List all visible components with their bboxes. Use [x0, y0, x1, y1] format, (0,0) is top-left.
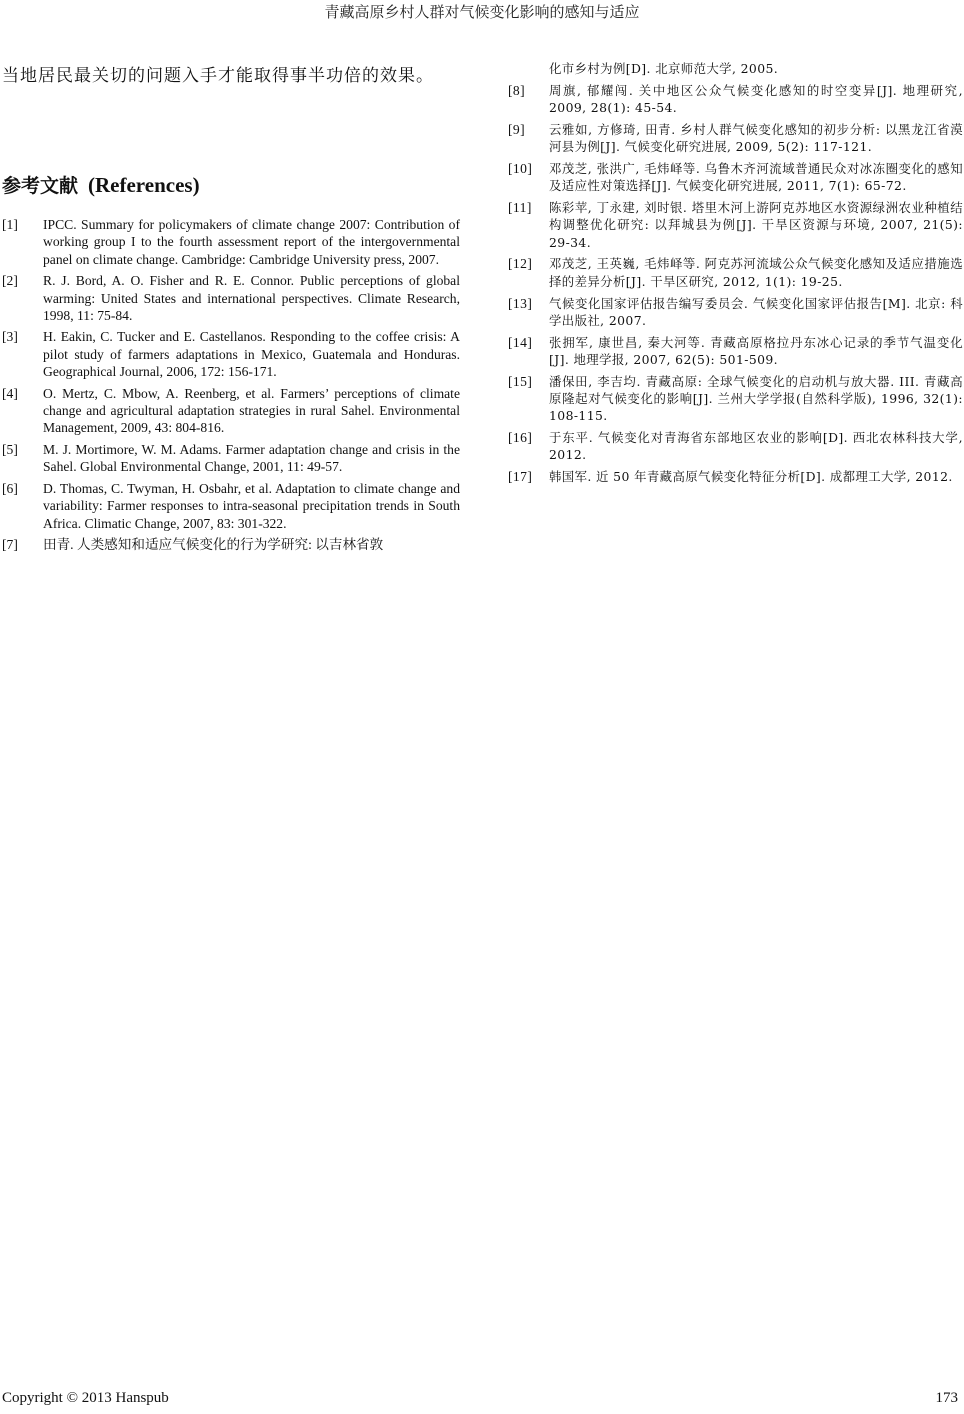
- reference-number: [13]: [508, 295, 533, 311]
- running-header: 青藏高原乡村人群对气候变化影响的感知与适应: [324, 3, 640, 21]
- intro-paragraph: 当地居民最关切的问题入手才能取得事半功倍的效果。: [2, 66, 434, 86]
- reference-number: [4]: [2, 385, 18, 401]
- reference-text: D. Thomas, C. Twyman, H. Osbahr, et al. Adaptation to climate change and variability: Farmer responses to intra-seasonal precipitation trends in South Africa. Climatic Change, 2007, 83: 301-322.: [43, 480, 460, 531]
- reference-item: [508, 82, 963, 117]
- references-heading-zh: 参考文献: [2, 175, 79, 197]
- reference-text: 潘保田, 李吉均. 青藏高原: 全球气候变化的启动机与放大器. III. 青藏高原隆起对气候变化的影响[J]. 兰州大学学报(自然科学版), 1996, 32(1): 108-115.: [549, 373, 963, 424]
- reference-number: [9]: [508, 121, 526, 137]
- reference-item: [508, 160, 963, 195]
- reference-text: O. Mertz, C. Mbow, A. Reenberg, et al. Farmers’ perceptions of climate change and agricultural adaptation strategies in rural Sahel. Environmental Management, 2009, 43: 804-816.: [43, 385, 460, 436]
- reference-item: [2, 441, 460, 476]
- reference-number: [2]: [2, 273, 18, 289]
- reference-item: [508, 373, 963, 425]
- reference-number: [12]: [508, 256, 533, 272]
- reference-text: H. Eakin, C. Tucker and E. Castellanos. Responding to the coffee crisis: A pilot study of farmers adaptations in Mexico, Guatemala and Honduras. Geographical Journal, 2006, 172: 156-171.: [43, 329, 460, 380]
- reference-number: [14]: [508, 334, 533, 350]
- reference-text: 气候变化国家评估报告编写委员会. 气候变化国家评估报告[M]. 北京: 科学出版社, 2007.: [549, 295, 963, 328]
- reference-number: [7]: [2, 536, 18, 552]
- references-heading-en: (References): [88, 173, 200, 197]
- footer-page-number: 173: [935, 1390, 958, 1406]
- reference-item: [508, 295, 963, 330]
- footer-copyright: Copyright © 2013 Hanspub: [2, 1390, 169, 1406]
- reference-number: [10]: [508, 160, 533, 176]
- reference-text: R. J. Bord, A. O. Fisher and R. E. Connor. Public perceptions of global warming: United States and international perspectives. Climate Research, 1998, 11: 75-84.: [43, 273, 460, 324]
- reference-item: [2, 480, 460, 532]
- reference-continuation: 化市乡村为例[D]. 北京师范大学, 2005.: [549, 61, 779, 76]
- reference-number: [6]: [2, 480, 18, 496]
- reference-item: [508, 429, 963, 464]
- reference-number: [8]: [508, 82, 526, 98]
- reference-number: [5]: [2, 441, 18, 457]
- reference-item: [2, 216, 460, 268]
- reference-number: [16]: [508, 430, 533, 446]
- reference-item: [2, 385, 460, 437]
- reference-item: [508, 121, 963, 156]
- reference-text: 邓茂芝, 王英巍, 毛炜峄等. 阿克苏河流域公众气候变化感知及适应措施选择的差异分析[J]. 干旱区研究, 2012, 1(1): 19-25.: [549, 256, 963, 289]
- reference-number: [15]: [508, 373, 533, 389]
- reference-number: [3]: [2, 329, 18, 345]
- reference-number: [11]: [508, 200, 532, 216]
- reference-text: 邓茂芝, 张洪广, 毛炜峄等. 乌鲁木齐河流域普通民众对冰冻圈变化的感知及适应性对策选择[J]. 气候变化研究进展, 2011, 7(1): 65-72.: [549, 160, 963, 194]
- reference-item: [508, 468, 963, 485]
- reference-item: [508, 334, 963, 369]
- reference-item: [2, 536, 460, 553]
- reference-item: [508, 199, 963, 251]
- reference-text: 韩国军. 近 50 年青藏高原气候变化特征分析[D]. 成都理工大学, 2012.: [549, 469, 953, 485]
- reference-list-left: [2, 216, 460, 557]
- reference-number: [17]: [508, 469, 533, 485]
- reference-text: 田青. 人类感知和适应气候变化的行为学研究: 以吉林省敦: [43, 536, 384, 552]
- reference-item: [2, 328, 460, 380]
- reference-list-right: [508, 60, 963, 490]
- reference-text: 周旗, 郁耀闯. 关中地区公众气候变化感知的时空变异[J]. 地理研究, 2009, 28(1): 45-54.: [549, 82, 963, 116]
- references-heading: [2, 172, 460, 199]
- reference-item: [508, 255, 963, 290]
- reference-text: 云雅如, 方修琦, 田青. 乡村人群气候变化感知的初步分析: 以黑龙江省漠河县为例[J]. 气候变化研究进展, 2009, 5(2): 117-121.: [549, 121, 963, 155]
- reference-number: [1]: [2, 217, 18, 232]
- reference-text: 陈彩苹, 丁永建, 刘时银. 塔里木河上游阿克苏地区水资源绿洲农业种植结构调整优化研究: 以拜城县为例[J]. 干旱区资源与环境, 2007, 21(5): 29-34.: [549, 200, 963, 250]
- reference-text: 张拥军, 康世昌, 秦大河等. 青藏高原格拉丹东冰心记录的季节气温变化[J]. 地理学报, 2007, 62(5): 501-509.: [549, 334, 963, 367]
- reference-text: M. J. Mortimore, W. M. Adams. Farmer adaptation change and crisis in the Sahel. Global Environmental Change, 2001, 11: 49-57.: [43, 441, 460, 475]
- reference-text: 于东平. 气候变化对青海省东部地区农业的影响[D]. 西北农林科技大学, 2012.: [549, 430, 963, 463]
- reference-text: IPCC. Summary for policymakers of climate change 2007: Contribution of working group I to the fourth assessment report of the intergovernmental panel on climate change. Cambridge: Cambridge University press, 2007.: [43, 217, 460, 267]
- reference-item: [2, 272, 460, 324]
